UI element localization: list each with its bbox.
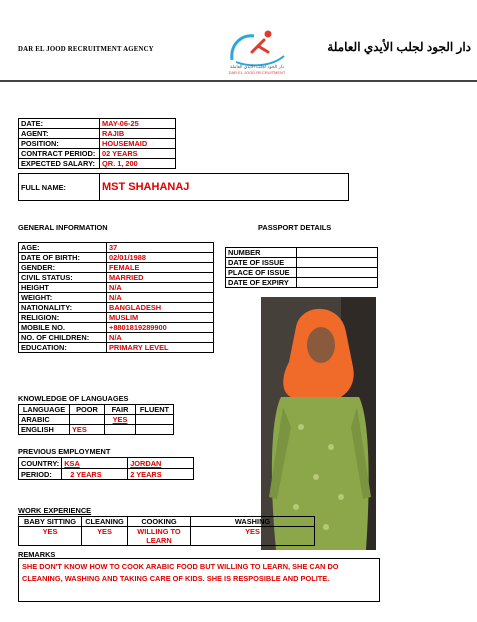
employment-title: PREVIOUS EMPLOYMENT <box>18 447 111 456</box>
table-row <box>19 149 176 159</box>
row-value: 02 YEARS <box>100 149 176 159</box>
row-label: NATIONALITY: <box>19 303 107 313</box>
table-row <box>19 159 176 169</box>
row-value: FEMALE <box>107 263 214 273</box>
table-row <box>19 253 214 263</box>
period-value: 2 YEARS <box>62 469 128 480</box>
row-value: MARRIED <box>107 273 214 283</box>
table-row <box>19 415 174 425</box>
row-label: RELIGION: <box>19 313 107 323</box>
table-row <box>19 527 315 546</box>
table-row <box>19 333 214 343</box>
row-value: QR. 1, 200 <box>100 159 176 169</box>
table-row <box>19 303 214 313</box>
table-row <box>19 129 176 139</box>
language-fluent <box>136 425 174 435</box>
work-value: YES <box>19 527 82 546</box>
table-row <box>226 258 378 268</box>
column-header: FLUENT <box>136 405 174 415</box>
row-label: MOBILE NO. <box>19 323 107 333</box>
country-label: COUNTRY: <box>19 458 62 469</box>
language-fair <box>105 425 136 435</box>
employment-table <box>18 457 194 480</box>
table-row <box>226 268 378 278</box>
table-row <box>19 139 176 149</box>
row-label: DATE OF BIRTH: <box>19 253 107 263</box>
table-row <box>226 278 378 288</box>
language-poor: YES <box>70 425 105 435</box>
full-name-table <box>18 173 349 201</box>
row-label: GENDER: <box>19 263 107 273</box>
work-value: YES <box>82 527 128 546</box>
agency-name-ar: دار الجود لجلب الأيدي العاملة <box>327 40 471 54</box>
period-value: 2 YEARS <box>128 469 194 480</box>
column-header: FAIR <box>105 405 136 415</box>
row-label: WEIGHT: <box>19 293 107 303</box>
row-label: NO. OF CHILDREN: <box>19 333 107 343</box>
agency-name-en: DAR EL JOOD RECRUITMENT AGENCY <box>18 46 154 53</box>
period-label: PERIOD: <box>19 469 62 480</box>
table-row <box>19 323 214 333</box>
passport-title: PASSPORT DETAILS <box>258 223 332 232</box>
country-value: JORDAN <box>128 458 194 469</box>
row-value: MUSLIM <box>107 313 214 323</box>
table-header-row <box>19 405 174 415</box>
remarks-text: SHE DON'T KNOW HOW TO COOK ARABIC FOOD BUT WILLING TO LEARN, SHE CAN DO CLEANING, WASHING AND TAKING CARE OF KIDS. SHE IS RESPOSIBLE AND POLITE. <box>22 562 339 583</box>
row-label: DATE OF ISSUE <box>226 258 297 268</box>
language-name: ARABIC <box>19 415 70 425</box>
row-value: PRIMARY LEVEL <box>107 343 214 353</box>
table-row <box>19 243 214 253</box>
row-label: HEIGHT <box>19 283 107 293</box>
row-value: RAJIB <box>100 129 176 139</box>
agency-logo <box>212 22 302 77</box>
row-value: N/A <box>107 283 214 293</box>
row-value: 37 <box>107 243 214 253</box>
work-table <box>18 516 315 546</box>
row-label: POSITION: <box>19 139 100 149</box>
applicant-photo <box>261 297 376 550</box>
table-row <box>19 119 176 129</box>
language-poor <box>70 415 105 425</box>
row-label: PLACE OF ISSUE <box>226 268 297 278</box>
logo-text-en: DAR EL JOOD RECRUITMENT <box>228 70 286 75</box>
row-label: DATE: <box>19 119 100 129</box>
column-header: COOKING <box>128 517 191 527</box>
country-value: KSA <box>62 458 128 469</box>
general-info-table <box>18 242 214 353</box>
table-header-row <box>19 517 315 527</box>
row-value: N/A <box>107 333 214 343</box>
logo-text-ar: دار الجود لجلب الأيدي العاملة <box>230 64 284 69</box>
remarks-box <box>18 558 380 602</box>
row-value: 02/01/1988 <box>107 253 214 263</box>
table-row <box>19 313 214 323</box>
header-divider <box>0 80 477 82</box>
languages-title: KNOWLEDGE OF LANGUAGES <box>18 394 129 403</box>
full-name-value: MST SHAHANAJ <box>100 174 349 201</box>
row-value <box>297 268 378 278</box>
row-value: HOUSEMAID <box>100 139 176 149</box>
row-label: AGENT: <box>19 129 100 139</box>
table-row <box>19 343 214 353</box>
row-value: N/A <box>107 293 214 303</box>
table-row <box>19 273 214 283</box>
general-info-title: GENERAL INFORMATION <box>18 223 108 232</box>
work-value: YES <box>191 527 315 546</box>
row-value <box>297 278 378 288</box>
table-row <box>19 425 174 435</box>
full-name-label: FULL NAME: <box>19 174 100 201</box>
table-row <box>19 469 194 480</box>
row-value <box>297 258 378 268</box>
table-row <box>226 248 378 258</box>
languages-table <box>18 404 174 435</box>
column-header: CLEANING <box>82 517 128 527</box>
row-value: MAY-06-25 <box>100 119 176 129</box>
top-info-table <box>18 118 176 169</box>
work-value: WILLING TO LEARN <box>128 527 191 546</box>
column-header: LANGUAGE <box>19 405 70 415</box>
language-name: ENGLISH <box>19 425 70 435</box>
passport-table <box>225 247 378 288</box>
row-value: BANGLADESH <box>107 303 214 313</box>
table-row <box>19 293 214 303</box>
column-header: BABY SITTING <box>19 517 82 527</box>
row-value: +8801819289900 <box>107 323 214 333</box>
table-row <box>19 283 214 293</box>
row-label: AGE: <box>19 243 107 253</box>
language-fluent <box>136 415 174 425</box>
row-label: CIVIL STATUS: <box>19 273 107 283</box>
row-value <box>297 248 378 258</box>
remarks-title: REMARKS <box>18 550 56 559</box>
column-header: WASHING <box>191 517 315 527</box>
row-label: EDUCATION: <box>19 343 107 353</box>
column-header: POOR <box>70 405 105 415</box>
row-label: DATE OF EXPIRY <box>226 278 297 288</box>
row-label: CONTRACT PERIOD: <box>19 149 100 159</box>
work-title: WORK EXPERIENCE <box>18 506 92 515</box>
language-fair: YES <box>105 415 136 425</box>
row-label: EXPECTED SALARY: <box>19 159 100 169</box>
table-row <box>19 263 214 273</box>
table-row <box>19 458 194 469</box>
row-label: NUMBER <box>226 248 297 258</box>
